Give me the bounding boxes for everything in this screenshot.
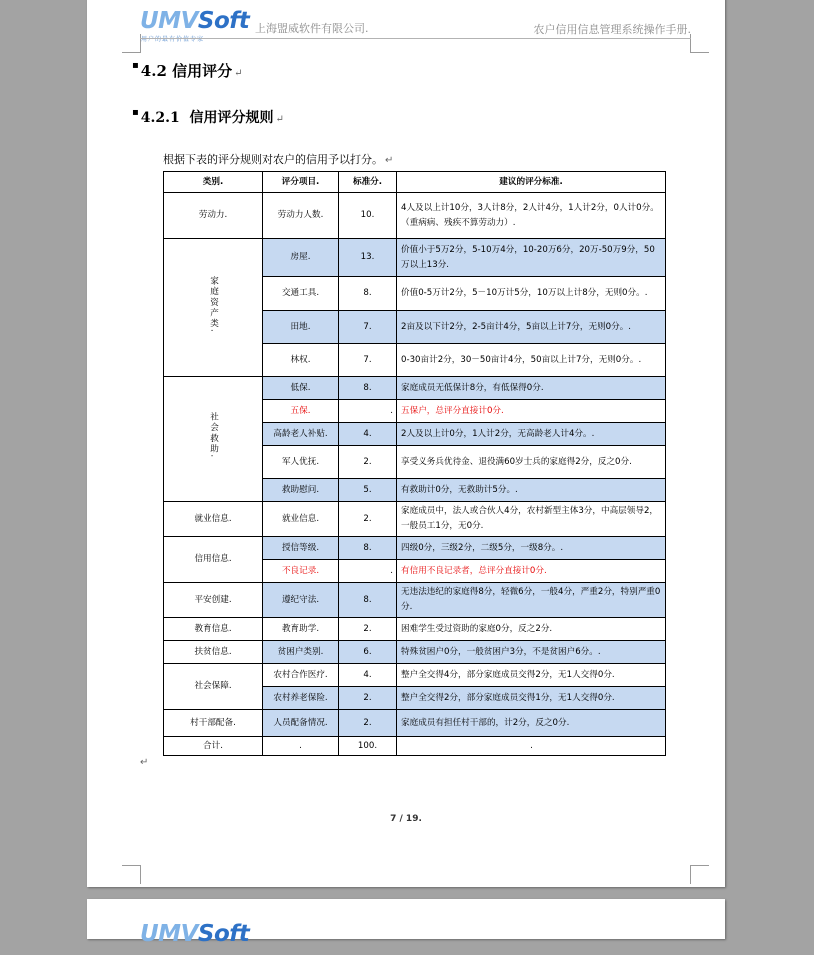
heading-4-2-1: ▪ 4.2.1 信用评分规则 ↵ [132, 107, 284, 126]
standard-cell: 四级0分，三级2分，二级5分，一级8分。. [397, 537, 666, 560]
total-score-cell: 100. [339, 737, 397, 756]
score-cell: 2. [339, 502, 397, 537]
item-cell: 五保. [263, 400, 339, 423]
heading-4-2: ▪ 4.2 信用评分 ↵ [132, 60, 243, 80]
table-row [164, 502, 666, 537]
table-row [164, 710, 666, 737]
score-cell: 7. [339, 344, 397, 377]
score-cell: . [339, 400, 397, 423]
category-labor: 劳动力. [164, 193, 263, 239]
category-cadre: 村干部配备. [164, 710, 263, 737]
item-cell: 农村养老保险. [263, 687, 339, 710]
score-cell: 2. [339, 446, 397, 479]
score-cell: 2. [339, 710, 397, 737]
company-logo-next-page [140, 921, 250, 955]
header-rule [140, 38, 691, 39]
standard-cell: 价值小于5万2分，5-10万4分，10-20万6分，20万-50万9分，50万以上13分. [397, 239, 666, 277]
intro-paragraph: 根据下表的评分规则对农户的信用予以打分。 ↵ [163, 153, 394, 166]
score-cell: 10. [339, 193, 397, 239]
document-page [87, 0, 725, 887]
logo-tagline: 用户的最有价值专家 [141, 36, 205, 43]
item-cell: 贫困户类别. [263, 641, 339, 664]
item-cell: 交通工具. [263, 277, 339, 311]
category-poverty: 扶贫信息. [164, 641, 263, 664]
standard-cell: 困难学生受过资助的家庭0分，反之2分. [397, 618, 666, 641]
standard-cell: 无违法违纪的家庭得8分，轻微6分，一般4分，严重2分，特别严重0分. [397, 583, 666, 618]
category-employment: 就业信息. [164, 502, 263, 537]
score-cell: 6. [339, 641, 397, 664]
paragraph-mark: ↵ [140, 757, 149, 768]
table-row [164, 537, 666, 560]
standard-cell: 整户全交得2分，部分家庭成员交得1分，无1人交得0分. [397, 687, 666, 710]
category-insurance: 社会保障. [164, 664, 263, 710]
standard-cell: 4人及以上计10分，3人计8分，2人计4分，1人计2分，0人计0分。（重病病、残疾不算劳动力）. [397, 193, 666, 239]
item-cell: 军人优抚. [263, 446, 339, 479]
table-row [164, 618, 666, 641]
category-assets: 家庭资产类. [164, 239, 263, 377]
table-header-row [164, 172, 666, 193]
margin-corner-bottom-left [122, 865, 141, 884]
item-cell: 低保. [263, 377, 339, 400]
item-cell: 不良记录. [263, 560, 339, 583]
table-row [164, 664, 666, 687]
standard-cell: 价值0-5万计2分，5－10万计5分，10万以上计8分，无则0分。. [397, 277, 666, 311]
header-score: 标准分. [339, 172, 397, 193]
margin-corner-top-left [122, 34, 141, 53]
standard-cell: 五保户，总评分直接计0分. [397, 400, 666, 423]
standard-cell: . [397, 737, 666, 756]
score-cell: 7. [339, 311, 397, 344]
margin-corner-top-right [690, 34, 709, 53]
score-cell: 5. [339, 479, 397, 502]
score-cell: 8. [339, 277, 397, 311]
standard-cell: 家庭成员中，法人或合伙人4分，农村新型主体3分，中高层领导2，一般员工1分，无0分. [397, 502, 666, 537]
header-item: 评分项目. [263, 172, 339, 193]
scoring-rules-table [163, 171, 666, 756]
table-row [164, 641, 666, 664]
item-cell: 农村合作医疗. [263, 664, 339, 687]
category-total: 合计. [164, 737, 263, 756]
item-cell: 教育助学. [263, 618, 339, 641]
table-total-row [164, 737, 666, 756]
company-logo [140, 8, 250, 42]
standard-cell: 享受义务兵优待金、退役满60岁士兵的家庭得2分，反之0分. [397, 446, 666, 479]
table-row [164, 377, 666, 400]
score-cell: 2. [339, 618, 397, 641]
header-category: 类别. [164, 172, 263, 193]
standard-cell: 0-30亩计2分，30－50亩计4分，50亩以上计7分，无则0分。. [397, 344, 666, 377]
item-cell: 遵纪守法. [263, 583, 339, 618]
item-cell: 人员配备情况. [263, 710, 339, 737]
category-education: 教育信息. [164, 618, 263, 641]
standard-cell: 整户全交得4分，部分家庭成员交得2分，无1人交得0分. [397, 664, 666, 687]
table-row [164, 193, 666, 239]
standard-cell: 特殊贫困户0分，一般贫困户3分，不是贫困户6分。. [397, 641, 666, 664]
page-number: 7 / 19. [390, 814, 422, 824]
score-cell: 8. [339, 377, 397, 400]
margin-corner-bottom-right [690, 865, 709, 884]
table-row [164, 239, 666, 277]
standard-cell: 有救助计0分，无救助计5分。. [397, 479, 666, 502]
next-page [87, 899, 725, 947]
item-cell: 林权. [263, 344, 339, 377]
standard-cell: 家庭成员无低保计8分，有低保得0分. [397, 377, 666, 400]
item-cell: 劳动力人数. [263, 193, 339, 239]
category-safety: 平安创建. [164, 583, 263, 618]
score-cell: 8. [339, 583, 397, 618]
standard-cell: 家庭成员有担任村干部的，计2分，反之0分. [397, 710, 666, 737]
score-cell: . [339, 560, 397, 583]
item-cell: 田地. [263, 311, 339, 344]
standard-cell: 2亩及以下计2分，2-5亩计4分，5亩以上计7分，无则0分。. [397, 311, 666, 344]
table-row [164, 583, 666, 618]
standard-cell: 2人及以上计0分，1人计2分，无高龄老人计4分。. [397, 423, 666, 446]
category-social: 社会救助. [164, 377, 263, 502]
item-cell: 房屋. [263, 239, 339, 277]
logo-text: UMVSoft [140, 8, 250, 34]
header-company: 上海盟威软件有限公司. [255, 22, 369, 35]
item-cell: 救助慰问. [263, 479, 339, 502]
score-cell: 13. [339, 239, 397, 277]
header-manual-title: 农户信用信息管理系统操作手册. [533, 23, 691, 36]
standard-cell: 有信用不良记录者，总评分直接计0分. [397, 560, 666, 583]
header-standard: 建议的评分标准. [397, 172, 666, 193]
score-cell: 2. [339, 687, 397, 710]
score-cell: 8. [339, 537, 397, 560]
logo-text: UMVSoft [140, 921, 250, 947]
score-cell: 4. [339, 664, 397, 687]
item-cell: . [263, 737, 339, 756]
item-cell: 就业信息. [263, 502, 339, 537]
item-cell: 高龄老人补贴. [263, 423, 339, 446]
item-cell: 授信等级. [263, 537, 339, 560]
category-credit: 信用信息. [164, 537, 263, 583]
score-cell: 4. [339, 423, 397, 446]
